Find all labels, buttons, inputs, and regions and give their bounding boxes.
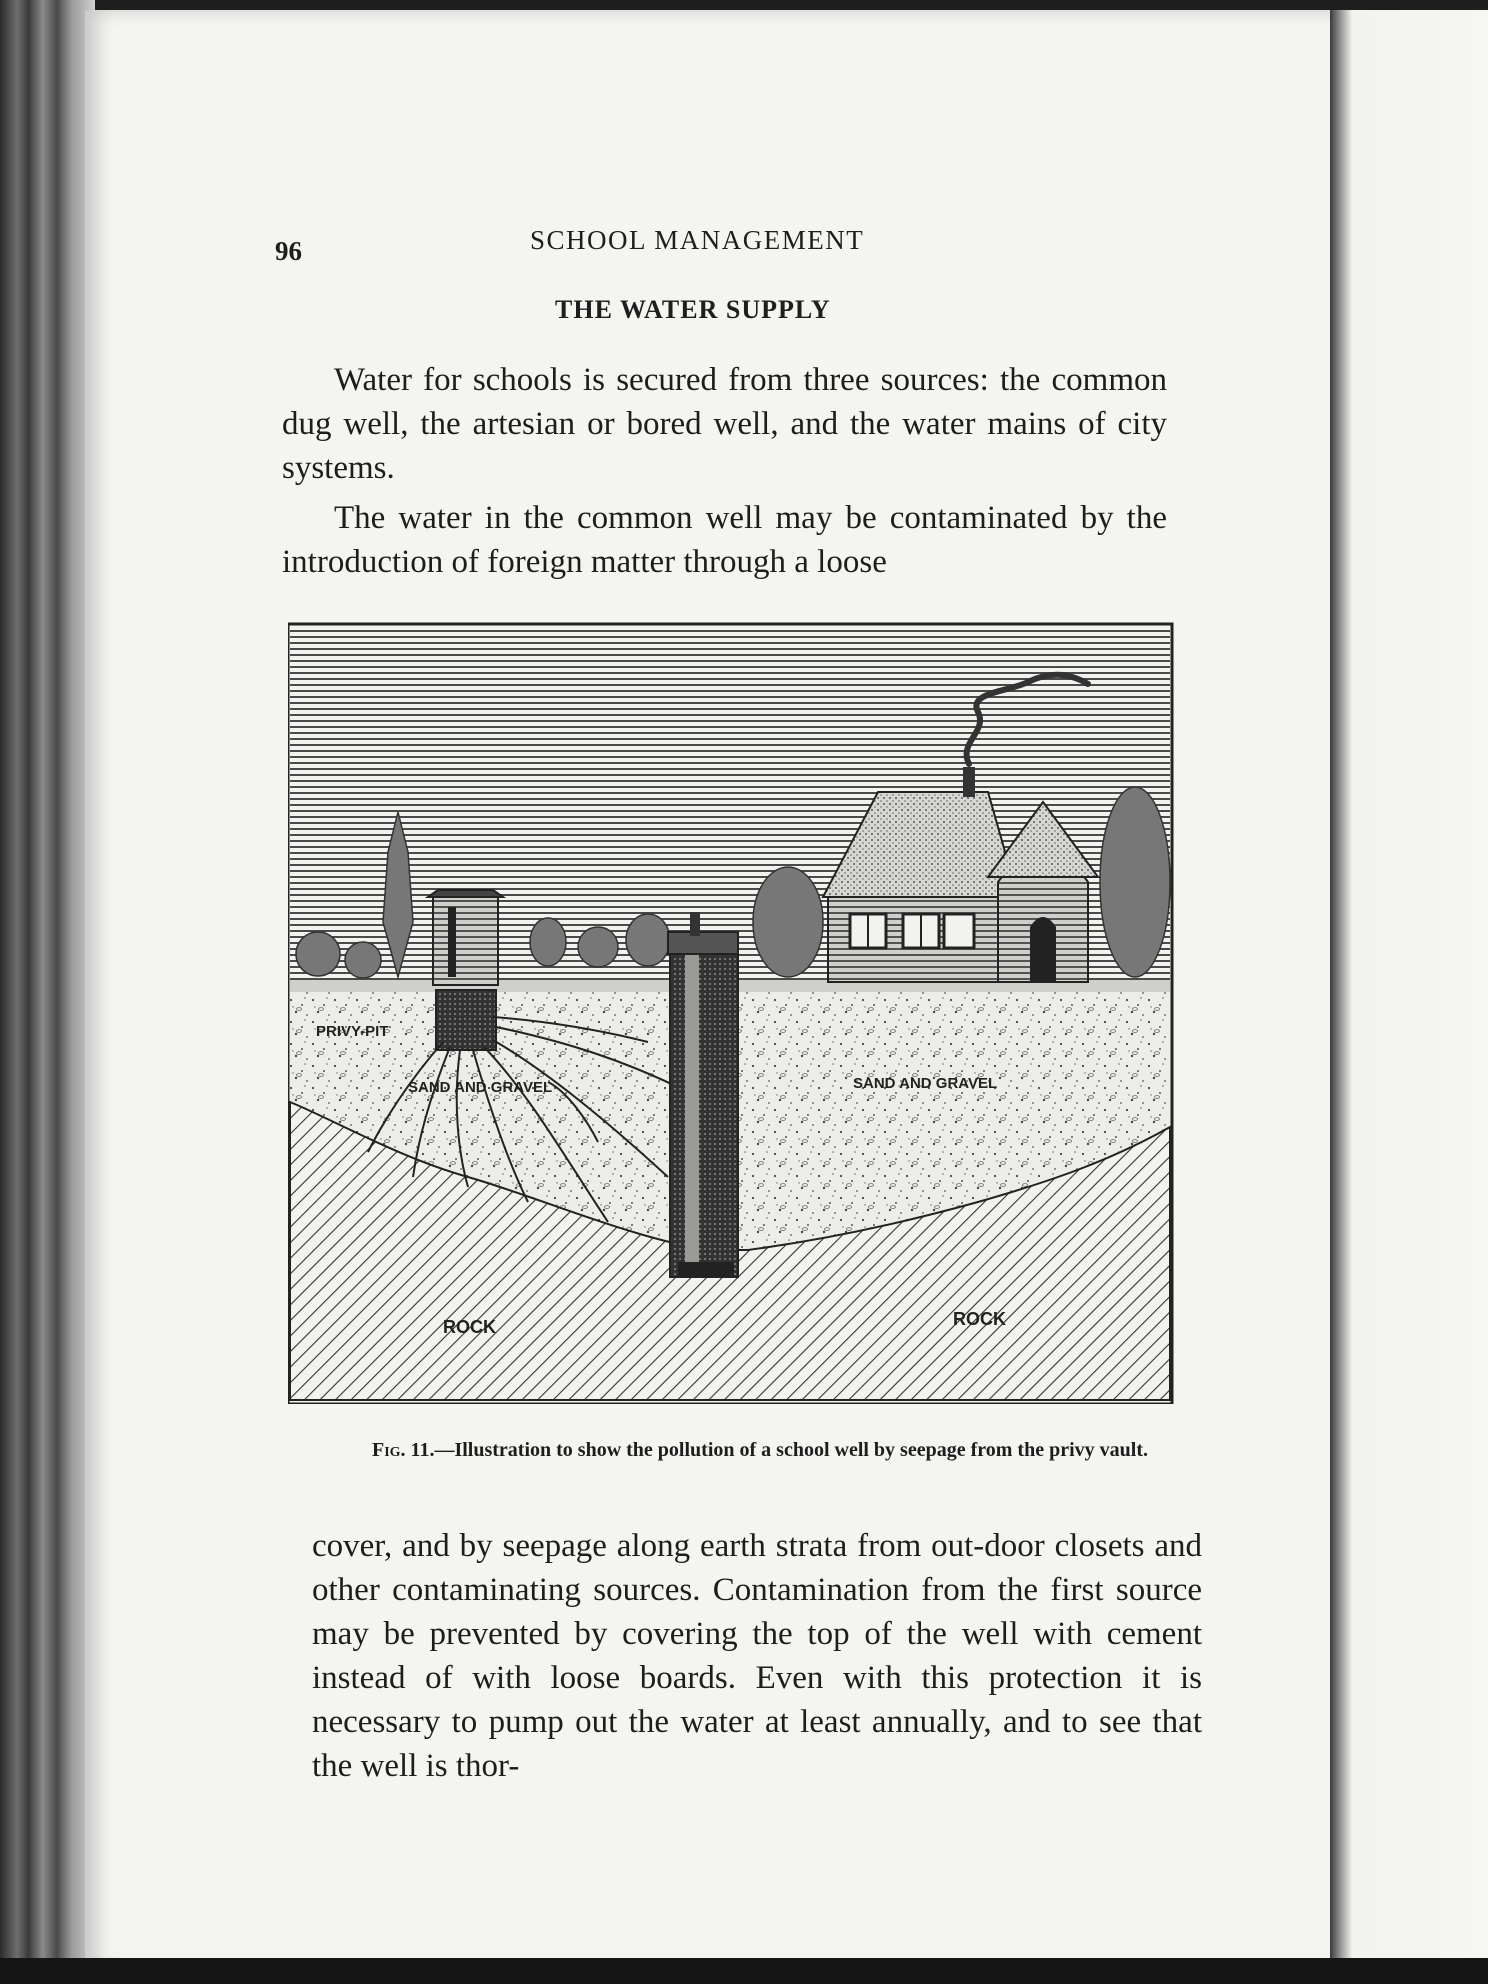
caption-label: Fig. 11. — [372, 1439, 435, 1461]
well-pollution-illustration — [288, 622, 1194, 1404]
label-rock-right: ROCK — [953, 1309, 1006, 1329]
figure-illustration — [288, 622, 1194, 1404]
outhouse-icon — [428, 890, 503, 985]
label-privy-pit: PRIVY-PIT — [316, 1023, 389, 1040]
paragraph-1: Water for schools is secured from three sources: the common dug well, the artesian or bored well, and the water mains of city systems. — [282, 362, 1167, 486]
privy-pit — [436, 990, 496, 1050]
paragraph-3: cover, and by seepage along earth strata from out-door closets and other contaminating sources. Contamination from the first source may be prevented by covering the top of the well with cement instead of with loose boards. Even with this protection it is necessary to pump out the water at least annually, and to see that the well is thor- — [312, 1528, 1202, 1784]
paragraph-2: The water in the common well may be contaminated by the introduction of foreign matter through a loose — [282, 500, 1167, 580]
scan-bottom-border — [0, 1958, 1488, 1984]
well-pipe — [668, 912, 738, 1277]
label-sand-gravel-right: SAND AND GRAVEL — [853, 1075, 998, 1092]
section-title: THE WATER SUPPLY — [555, 295, 831, 324]
label-rock-left: ROCK — [443, 1317, 496, 1337]
label-sand-gravel-left: SAND AND GRAVEL — [408, 1079, 553, 1096]
figure-caption — [320, 1438, 1200, 1462]
page-number: 96 — [275, 236, 302, 266]
book-spine-pages — [0, 0, 95, 1984]
running-head: SCHOOL MANAGEMENT — [530, 225, 865, 255]
caption-text: —Illustration to show the pollution of a school well by seepage from the privy vault. — [434, 1439, 1148, 1461]
facing-page-edge — [1330, 10, 1488, 1984]
